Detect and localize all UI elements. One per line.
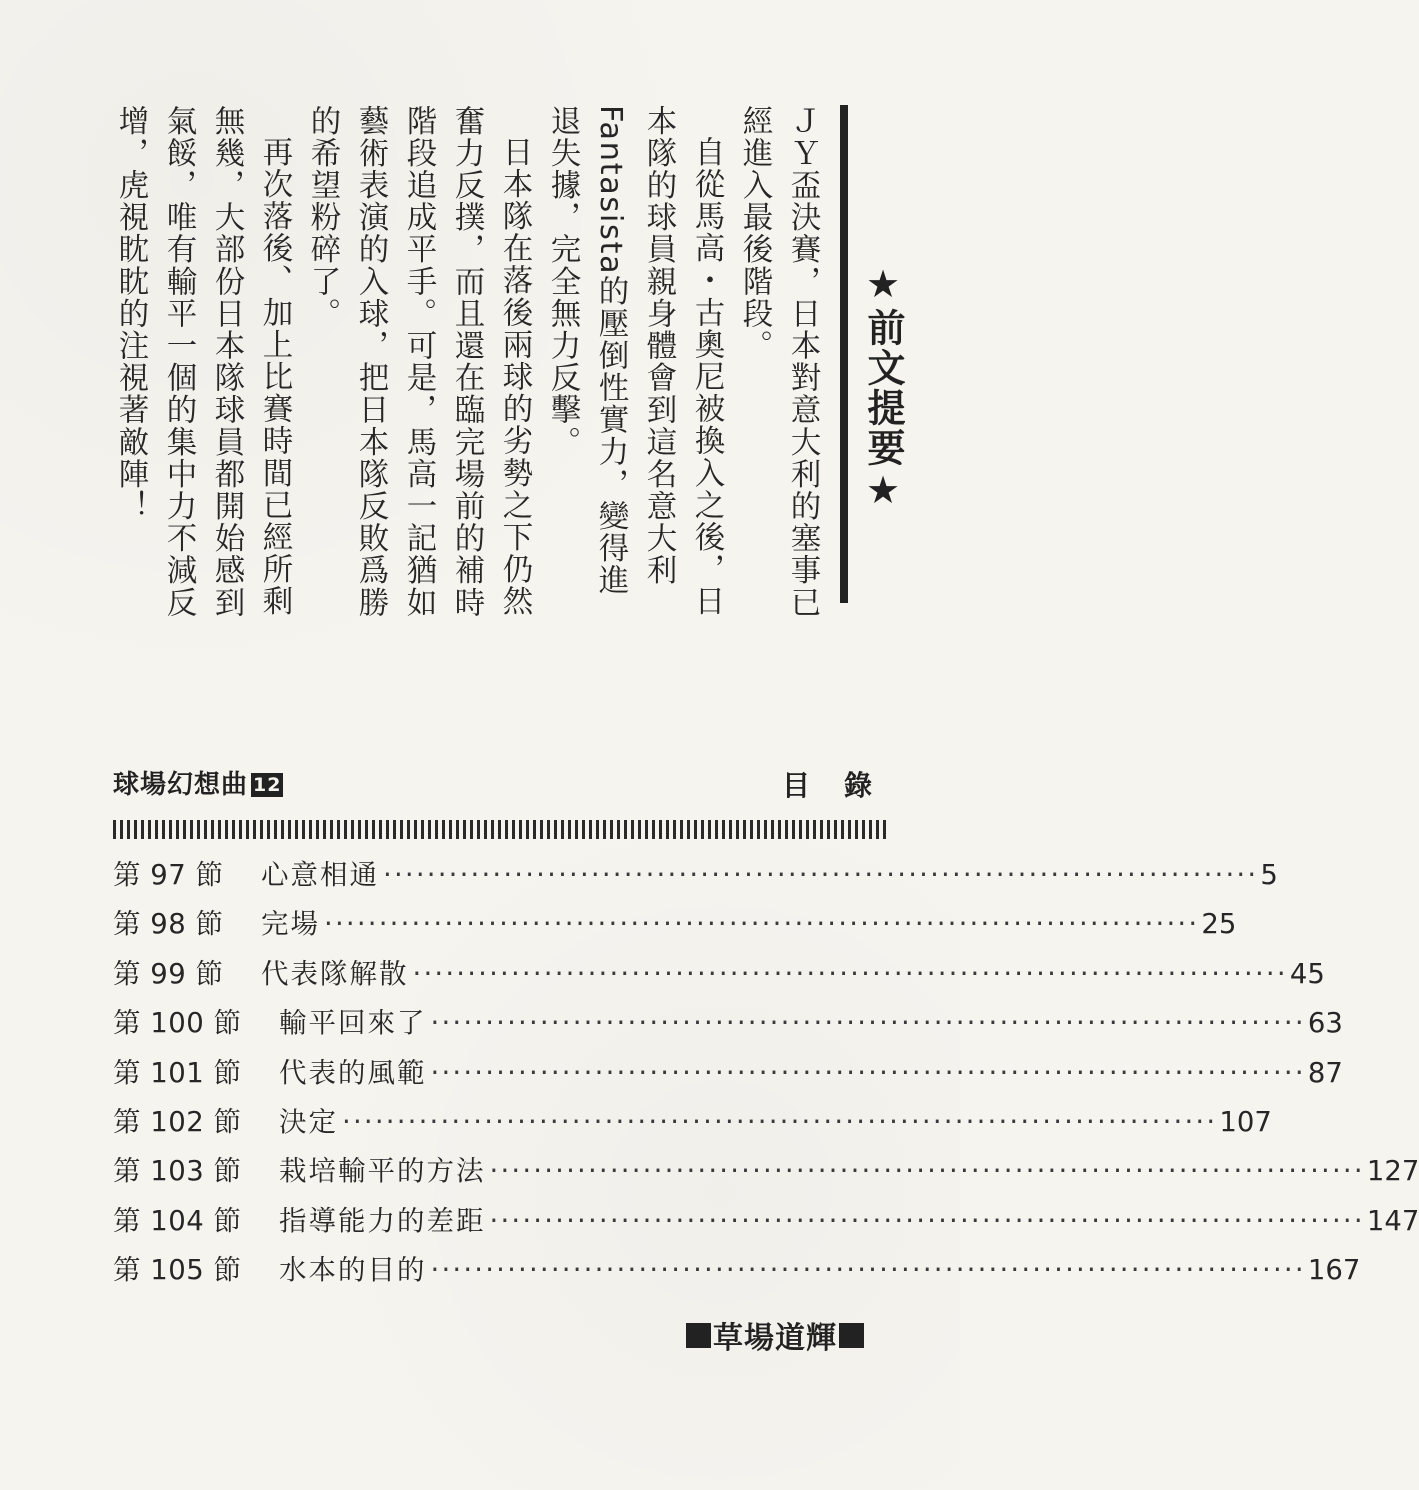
toc-dot-leader: ················································································ <box>430 1007 1306 1040</box>
toc-dot-leader: ················································································ <box>383 859 1259 891</box>
toc-chapter-number: 第 104 節 <box>113 1204 242 1237</box>
toc-chapter-number: 第 103 節 <box>113 1155 242 1188</box>
toc-entry[interactable] <box>113 1198 1419 1247</box>
summary-divider <box>840 105 848 603</box>
toc-chapter-title: 輸平回來了 <box>279 1007 427 1040</box>
toc-chapter-title: 代表隊解散 <box>261 957 409 990</box>
toc-page-number: 147 <box>1366 1204 1419 1237</box>
summary-paragraph: ＪＹ盃決賽，日本對意大利的塞事已經進入最後階段。 <box>737 105 820 619</box>
toc-dot-leader: ················································································ <box>489 1204 1365 1237</box>
toc-page-number: 167 <box>1307 1254 1361 1287</box>
square-ornament <box>686 1323 711 1348</box>
toc-chapter-title: 決定 <box>279 1105 338 1138</box>
summary-body <box>96 105 826 625</box>
toc-page-number: 5 <box>1260 859 1278 891</box>
toc-entry[interactable] <box>113 901 1237 950</box>
toc-chapter-number: 第 100 節 <box>113 1007 242 1040</box>
toc-chapter-title: 水本的目的 <box>279 1254 427 1287</box>
toc-dot-leader: ················································································ <box>342 1105 1218 1138</box>
summary-title: ★前文提要★ <box>861 262 905 514</box>
toc-chapter-number: 第 105 節 <box>113 1254 242 1287</box>
toc-chapter-title: 指導能力的差距 <box>279 1204 486 1237</box>
toc-chapter-number: 第 101 節 <box>113 1056 242 1089</box>
toc-chapter-title: 完場 <box>261 908 320 941</box>
toc-chapter-title: 心意相通 <box>261 859 379 891</box>
toc-page-number: 25 <box>1201 908 1237 941</box>
toc-chapter-number: 第 97 節 <box>113 859 224 891</box>
toc-list <box>113 852 1419 1297</box>
toc-page-number: 63 <box>1307 1007 1343 1040</box>
toc-dot-leader: ················································································ <box>430 1056 1306 1089</box>
volume-badge: 12 <box>253 774 282 796</box>
toc-page-number: 107 <box>1219 1105 1272 1138</box>
toc-dot-leader: ················································································ <box>489 1155 1365 1188</box>
toc-entry[interactable] <box>113 1099 1272 1148</box>
author-credit <box>684 1313 866 1357</box>
toc-page-number: 127 <box>1366 1155 1419 1188</box>
toc-chapter-title: 栽培輸平的方法 <box>279 1155 486 1188</box>
toc-entry[interactable] <box>113 951 1325 1000</box>
square-ornament <box>839 1323 864 1348</box>
summary-paragraph: 日本隊在落後兩球的劣勢之下仍然奮力反撲，而且還在臨完場前的補時階段追成平手。可是，馬高一記猶如藝術表演的入球，把日本隊反敗爲勝的希望粉碎了。 <box>305 105 532 619</box>
toc-entry[interactable] <box>113 852 1278 901</box>
summary-paragraph: 再次落後、加上比賽時間已經所剩無幾，大部份日本隊球員都開始感到氣餒，唯有輸平一個的集中力不減反增，虎視眈眈的注視著敵陣！ <box>113 105 292 619</box>
author-name: 草場道輝 <box>713 1321 837 1356</box>
toc-entry[interactable] <box>113 1148 1419 1197</box>
toc-entry[interactable] <box>113 1247 1361 1296</box>
toc-chapter-number: 第 99 節 <box>113 957 224 990</box>
toc-entry[interactable] <box>113 1000 1343 1049</box>
toc-heading: 目 錄 <box>782 769 872 802</box>
toc-chapter-number: 第 102 節 <box>113 1105 242 1138</box>
toc-chapter-number: 第 98 節 <box>113 908 224 941</box>
toc-dot-leader: ················································································ <box>430 1254 1306 1287</box>
toc-page-number: 45 <box>1289 957 1325 990</box>
toc-page-number: 87 <box>1307 1056 1343 1089</box>
series-title-text: 球場幻想曲 <box>113 770 249 800</box>
summary-paragraph: 自從馬高・古奧尼被換入之後，日本隊的球員親身體會到這名意大利Fantasista的壓倒性實力，變得進退失據，完全無力反擊。 <box>545 105 724 617</box>
toc-dot-leader: ················································································ <box>324 908 1200 941</box>
toc-chapter-title: 代表的風範 <box>279 1056 427 1089</box>
decorative-stripe-bar <box>113 820 887 839</box>
toc-entry[interactable] <box>113 1050 1343 1099</box>
toc-dot-leader: ················································································ <box>412 957 1288 990</box>
series-title <box>113 764 283 801</box>
